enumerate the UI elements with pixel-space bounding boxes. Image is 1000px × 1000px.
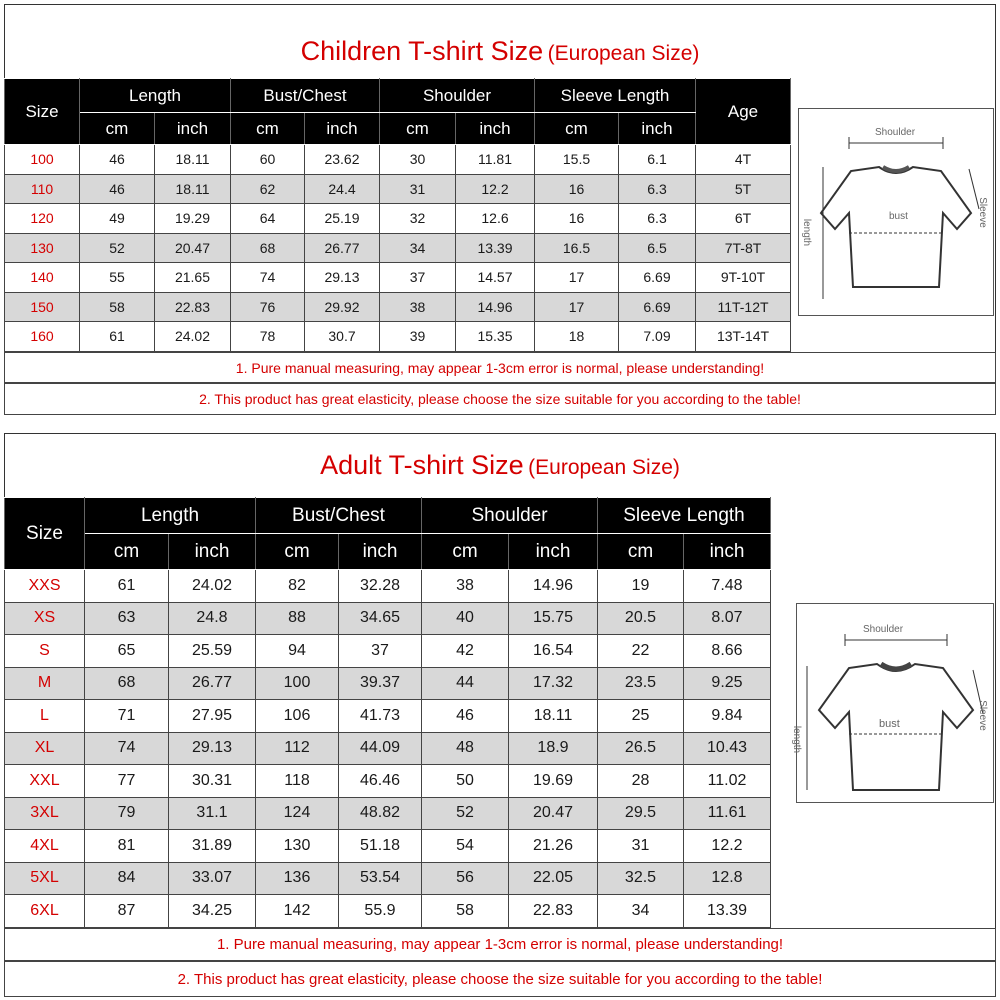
value-cell: 76	[231, 292, 305, 322]
adult-unit-header: cm	[256, 534, 339, 570]
table-row	[5, 174, 791, 204]
children-title-main: Children T-shirt Size	[300, 36, 544, 66]
value-cell: 16.54	[509, 635, 598, 668]
value-cell: 16	[535, 204, 619, 234]
size-cell: 120	[5, 204, 80, 234]
value-cell: 11.81	[456, 145, 535, 175]
adult-unit-header: cm	[422, 534, 509, 570]
table-row	[5, 233, 791, 263]
value-cell: 31.89	[169, 830, 256, 863]
value-cell: 9.84	[684, 700, 771, 733]
value-cell: 38	[380, 292, 456, 322]
adult-size-header: Size	[5, 498, 85, 570]
adult-shoulder-label: Shoulder	[863, 624, 904, 635]
value-cell: 13T-14T	[696, 322, 791, 352]
children-group-header: Sleeve Length	[535, 79, 696, 113]
value-cell: 46	[80, 174, 155, 204]
value-cell: 112	[256, 732, 339, 765]
value-cell: 14.96	[509, 570, 598, 603]
value-cell: 49	[80, 204, 155, 234]
value-cell: 79	[85, 797, 169, 830]
table-row	[5, 830, 771, 863]
value-cell: 31	[598, 830, 684, 863]
value-cell: 5T	[696, 174, 791, 204]
value-cell: 22.83	[509, 895, 598, 928]
value-cell: 40	[422, 602, 509, 635]
value-cell: 18.11	[509, 700, 598, 733]
size-cell: S	[5, 635, 85, 668]
value-cell: 14.96	[456, 292, 535, 322]
table-row	[5, 635, 771, 668]
value-cell: 19	[598, 570, 684, 603]
value-cell: 37	[339, 635, 422, 668]
value-cell: 23.5	[598, 667, 684, 700]
value-cell: 6.69	[619, 292, 696, 322]
value-cell: 48	[422, 732, 509, 765]
value-cell: 13.39	[456, 233, 535, 263]
value-cell: 26.5	[598, 732, 684, 765]
value-cell: 13.39	[684, 895, 771, 928]
value-cell: 8.66	[684, 635, 771, 668]
value-cell: 30	[380, 145, 456, 175]
children-unit-header: inch	[155, 113, 231, 145]
value-cell: 24.02	[155, 322, 231, 352]
value-cell: 53.54	[339, 862, 422, 895]
value-cell: 29.5	[598, 797, 684, 830]
value-cell: 81	[85, 830, 169, 863]
size-cell: 130	[5, 233, 80, 263]
adult-measurement-diagram	[791, 603, 994, 803]
value-cell: 94	[256, 635, 339, 668]
value-cell: 46	[422, 700, 509, 733]
value-cell: 32.5	[598, 862, 684, 895]
value-cell: 26.77	[305, 233, 380, 263]
adult-unit-header: inch	[339, 534, 422, 570]
value-cell: 87	[85, 895, 169, 928]
value-cell: 18	[535, 322, 619, 352]
value-cell: 10.43	[684, 732, 771, 765]
value-cell: 58	[80, 292, 155, 322]
value-cell: 19.29	[155, 204, 231, 234]
value-cell: 16.5	[535, 233, 619, 263]
adult-group-header: Length	[85, 498, 256, 534]
adult-group-header: Bust/Chest	[256, 498, 422, 534]
adult-unit-header: inch	[509, 534, 598, 570]
value-cell: 56	[422, 862, 509, 895]
value-cell: 12.8	[684, 862, 771, 895]
value-cell: 100	[256, 667, 339, 700]
value-cell: 15.75	[509, 602, 598, 635]
children-note-2: 2. This product has great elasticity, please choose the size suitable for you according to the table!	[4, 383, 996, 415]
size-cell: 100	[5, 145, 80, 175]
value-cell: 20.5	[598, 602, 684, 635]
children-unit-header: cm	[231, 113, 305, 145]
value-cell: 12.2	[456, 174, 535, 204]
children-bust-label: bust	[889, 211, 908, 222]
value-cell: 39.37	[339, 667, 422, 700]
value-cell: 8.07	[684, 602, 771, 635]
value-cell: 23.62	[305, 145, 380, 175]
value-cell: 84	[85, 862, 169, 895]
value-cell: 44.09	[339, 732, 422, 765]
value-cell: 29.92	[305, 292, 380, 322]
value-cell: 60	[231, 145, 305, 175]
value-cell: 39	[380, 322, 456, 352]
children-unit-header: cm	[535, 113, 619, 145]
value-cell: 6.1	[619, 145, 696, 175]
size-cell: XXS	[5, 570, 85, 603]
value-cell: 142	[256, 895, 339, 928]
adult-bust-label: bust	[879, 718, 900, 730]
size-cell: XL	[5, 732, 85, 765]
value-cell: 124	[256, 797, 339, 830]
table-row	[5, 895, 771, 928]
value-cell: 26.77	[169, 667, 256, 700]
value-cell: 18.11	[155, 145, 231, 175]
adult-size-table	[4, 497, 771, 928]
value-cell: 106	[256, 700, 339, 733]
value-cell: 19.69	[509, 765, 598, 798]
table-row	[5, 602, 771, 635]
value-cell: 34.25	[169, 895, 256, 928]
children-unit-header: inch	[305, 113, 380, 145]
children-group-header: Shoulder	[380, 79, 535, 113]
value-cell: 6.3	[619, 204, 696, 234]
value-cell: 18.9	[509, 732, 598, 765]
value-cell: 63	[85, 602, 169, 635]
value-cell: 78	[231, 322, 305, 352]
value-cell: 6.3	[619, 174, 696, 204]
children-unit-header: inch	[619, 113, 696, 145]
value-cell: 61	[80, 322, 155, 352]
adult-group-header: Sleeve Length	[598, 498, 771, 534]
value-cell: 62	[231, 174, 305, 204]
value-cell: 68	[85, 667, 169, 700]
table-row	[5, 204, 791, 234]
table-row	[5, 700, 771, 733]
children-unit-header: cm	[80, 113, 155, 145]
value-cell: 22	[598, 635, 684, 668]
value-cell: 61	[85, 570, 169, 603]
adult-note-1: 1. Pure manual measuring, may appear 1-3cm error is normal, please understanding!	[4, 928, 996, 961]
adult-title-main: Adult T-shirt Size	[320, 450, 524, 480]
value-cell: 46	[80, 145, 155, 175]
value-cell: 9T-10T	[696, 263, 791, 293]
children-group-header: Bust/Chest	[231, 79, 380, 113]
table-row	[5, 667, 771, 700]
value-cell: 7.09	[619, 322, 696, 352]
children-title	[0, 36, 1000, 67]
children-title-sub: (European Size)	[547, 42, 700, 65]
children-unit-header: cm	[380, 113, 456, 145]
value-cell: 20.47	[155, 233, 231, 263]
value-cell: 46.46	[339, 765, 422, 798]
adult-unit-header: inch	[169, 534, 256, 570]
adult-unit-header: cm	[85, 534, 169, 570]
value-cell: 6.5	[619, 233, 696, 263]
value-cell: 34.65	[339, 602, 422, 635]
table-row	[5, 862, 771, 895]
size-cell: 3XL	[5, 797, 85, 830]
value-cell: 30.7	[305, 322, 380, 352]
value-cell: 21.26	[509, 830, 598, 863]
adult-unit-header: cm	[598, 534, 684, 570]
adult-title-sub: (European Size)	[528, 456, 680, 479]
value-cell: 52	[422, 797, 509, 830]
value-cell: 9.25	[684, 667, 771, 700]
value-cell: 18.11	[155, 174, 231, 204]
size-cell: 4XL	[5, 830, 85, 863]
value-cell: 6.69	[619, 263, 696, 293]
value-cell: 51.18	[339, 830, 422, 863]
size-cell: M	[5, 667, 85, 700]
adult-note-2: 2. This product has great elasticity, please choose the size suitable for you according to the table!	[4, 961, 996, 997]
value-cell: 29.13	[169, 732, 256, 765]
value-cell: 14.57	[456, 263, 535, 293]
value-cell: 29.13	[305, 263, 380, 293]
children-shoulder-label: Shoulder	[875, 127, 916, 138]
value-cell: 22.05	[509, 862, 598, 895]
value-cell: 17	[535, 292, 619, 322]
value-cell: 42	[422, 635, 509, 668]
adult-sleeve-label: Sleeve	[976, 700, 988, 731]
value-cell: 31.1	[169, 797, 256, 830]
value-cell: 27.95	[169, 700, 256, 733]
value-cell: 41.73	[339, 700, 422, 733]
value-cell: 48.82	[339, 797, 422, 830]
value-cell: 82	[256, 570, 339, 603]
size-cell: L	[5, 700, 85, 733]
value-cell: 28	[598, 765, 684, 798]
value-cell: 50	[422, 765, 509, 798]
value-cell: 25	[598, 700, 684, 733]
adult-title	[0, 450, 1000, 481]
value-cell: 12.2	[684, 830, 771, 863]
adult-unit-header: inch	[684, 534, 771, 570]
value-cell: 44	[422, 667, 509, 700]
value-cell: 38	[422, 570, 509, 603]
children-note-1: 1. Pure manual measuring, may appear 1-3cm error is normal, please understanding!	[4, 352, 996, 383]
size-cell: 150	[5, 292, 80, 322]
value-cell: 11T-12T	[696, 292, 791, 322]
value-cell: 11.61	[684, 797, 771, 830]
table-row	[5, 570, 771, 603]
value-cell: 31	[380, 174, 456, 204]
value-cell: 34	[598, 895, 684, 928]
adult-group-header: Shoulder	[422, 498, 598, 534]
value-cell: 58	[422, 895, 509, 928]
table-row	[5, 797, 771, 830]
value-cell: 20.47	[509, 797, 598, 830]
size-cell: XXL	[5, 765, 85, 798]
value-cell: 32	[380, 204, 456, 234]
value-cell: 54	[422, 830, 509, 863]
value-cell: 34	[380, 233, 456, 263]
value-cell: 68	[231, 233, 305, 263]
size-cell: 5XL	[5, 862, 85, 895]
value-cell: 24.4	[305, 174, 380, 204]
value-cell: 33.07	[169, 862, 256, 895]
value-cell: 24.02	[169, 570, 256, 603]
table-row	[5, 263, 791, 293]
value-cell: 74	[231, 263, 305, 293]
size-cell: 160	[5, 322, 80, 352]
children-length-label: length	[801, 218, 813, 247]
value-cell: 55	[80, 263, 155, 293]
value-cell: 17	[535, 263, 619, 293]
value-cell: 25.19	[305, 204, 380, 234]
children-measurement-diagram	[798, 108, 994, 316]
value-cell: 7.48	[684, 570, 771, 603]
value-cell: 32.28	[339, 570, 422, 603]
value-cell: 71	[85, 700, 169, 733]
value-cell: 74	[85, 732, 169, 765]
table-row	[5, 292, 791, 322]
value-cell: 88	[256, 602, 339, 635]
value-cell: 118	[256, 765, 339, 798]
value-cell: 11.02	[684, 765, 771, 798]
table-row	[5, 145, 791, 175]
value-cell: 24.8	[169, 602, 256, 635]
value-cell: 6T	[696, 204, 791, 234]
value-cell: 77	[85, 765, 169, 798]
table-row	[5, 322, 791, 352]
value-cell: 64	[231, 204, 305, 234]
children-group-header: Length	[80, 79, 231, 113]
value-cell: 17.32	[509, 667, 598, 700]
children-size-table	[4, 78, 791, 352]
size-cell: XS	[5, 602, 85, 635]
children-age-header: Age	[696, 79, 791, 145]
children-size-header: Size	[5, 79, 80, 145]
table-row	[5, 765, 771, 798]
value-cell: 7T-8T	[696, 233, 791, 263]
value-cell: 15.35	[456, 322, 535, 352]
children-unit-header: inch	[456, 113, 535, 145]
value-cell: 136	[256, 862, 339, 895]
value-cell: 22.83	[155, 292, 231, 322]
value-cell: 130	[256, 830, 339, 863]
value-cell: 65	[85, 635, 169, 668]
size-cell: 6XL	[5, 895, 85, 928]
table-row	[5, 732, 771, 765]
value-cell: 15.5	[535, 145, 619, 175]
value-cell: 25.59	[169, 635, 256, 668]
value-cell: 16	[535, 174, 619, 204]
value-cell: 37	[380, 263, 456, 293]
value-cell: 4T	[696, 145, 791, 175]
children-sleeve-label: Sleeve	[976, 197, 988, 228]
value-cell: 52	[80, 233, 155, 263]
value-cell: 21.65	[155, 263, 231, 293]
value-cell: 30.31	[169, 765, 256, 798]
value-cell: 55.9	[339, 895, 422, 928]
size-cell: 140	[5, 263, 80, 293]
adult-length-label: length	[791, 725, 803, 754]
value-cell: 12.6	[456, 204, 535, 234]
size-cell: 110	[5, 174, 80, 204]
